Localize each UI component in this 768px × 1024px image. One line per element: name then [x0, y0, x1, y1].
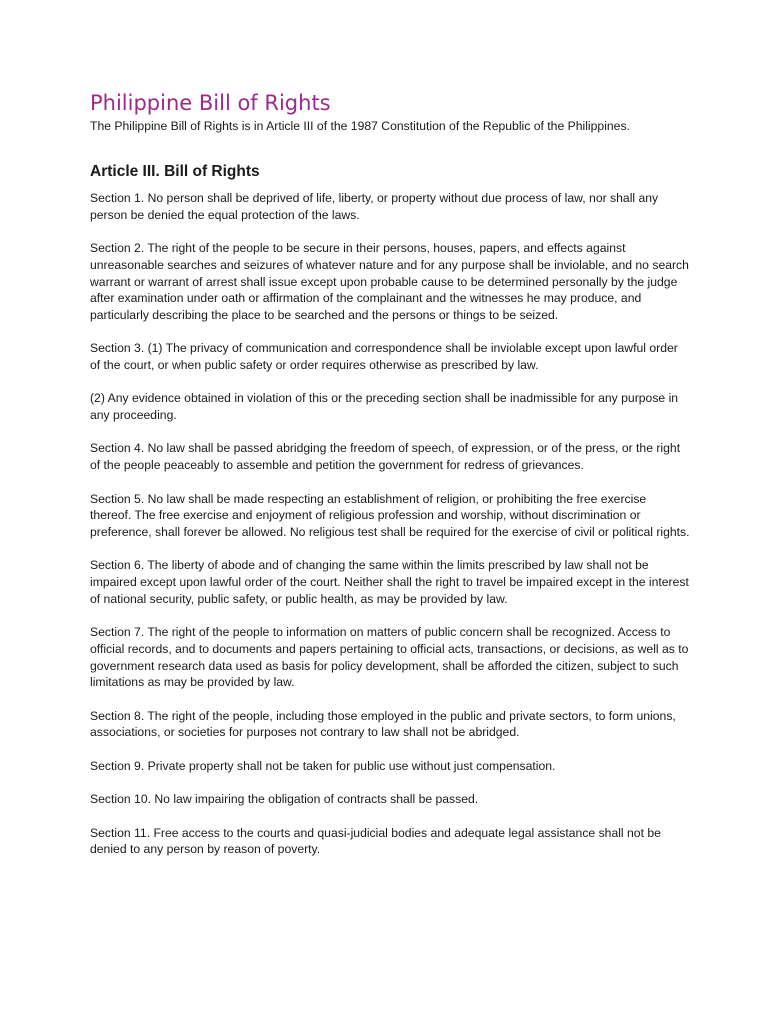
section-2: Section 2. The right of the people to be secure in their persons, houses, papers, and effects against unreasonable searches and seizures of whatever nature and for any purpose shall be inviolable, and no search warrant or warrant of arrest shall issue except upon probable cause to be determined personally by the judge after examination under oath or affirmation of the complainant and the witnesses he may produce, and particularly describing the place to be searched and the persons or things to be seized. [90, 241, 689, 322]
section-3-2: (2) Any evidence obtained in violation of this or the preceding section shall be inadmissible for any purpose in any proceeding. [90, 391, 679, 423]
section-7: Section 7. The right of the people to information on matters of public concern shall be recognized. Access to official records, and to documents and papers pertaining to official acts, transactions, or decisions, as well as to government research data used as basis for policy development, shall be afforded the citizen, subject to such limitations as may be provided by law. [90, 625, 689, 690]
document-page [90, 88, 690, 875]
section-6: Section 6. The liberty of abode and of changing the same within the limits prescribed by law shall not be impaired except upon lawful order of the court. Neither shall the right to travel be impaired except in the interest of national security, public safety, or public health, as may be provided by law. [90, 558, 689, 606]
section-4: Section 4. No law shall be passed abridging the freedom of speech, of expression, or of the press, or the right of the people peaceably to assemble and petition the government for redress of grievances. [90, 441, 681, 473]
section-3-1: Section 3. (1) The privacy of communication and correspondence shall be inviolable except upon lawful order of the court, or when public safety or order requires otherwise as prescribed by law. [90, 341, 678, 372]
section-5: Section 5. No law shall be made respecting an establishment of religion, or prohibiting the free exercise thereof. The free exercise and enjoyment of religious profession and worship, without discrimination or preference, shall forever be allowed. No religious test shall be required for the exercise of civil or political rights. [90, 491, 690, 539]
section-9: Section 9. Private property shall not be taken for public use without just compensation. [90, 758, 556, 773]
section-10: Section 10. No law impairing the obligation of contracts shall be passed. [90, 792, 479, 807]
article-heading: Article III. Bill of Rights [90, 163, 260, 180]
section-1: Section 1. No person shall be deprived of life, liberty, or property without due process of law, nor shall any person be denied the equal protection of the laws. [90, 191, 659, 222]
section-11: Section 11. Free access to the courts and quasi-judicial bodies and adequate legal assistance shall not be denied to any person by reason of poverty. [90, 825, 661, 857]
document-title: Philippine Bill of Rights [90, 91, 331, 115]
section-8: Section 8. The right of the people, including those employed in the public and private sectors, to form unions, associations, or societies for purposes not contrary to law shall not be abridged. [90, 708, 676, 740]
intro-paragraph: The Philippine Bill of Rights is in Article III of the 1987 Constitution of the Republic of the Philippines. [90, 119, 630, 133]
